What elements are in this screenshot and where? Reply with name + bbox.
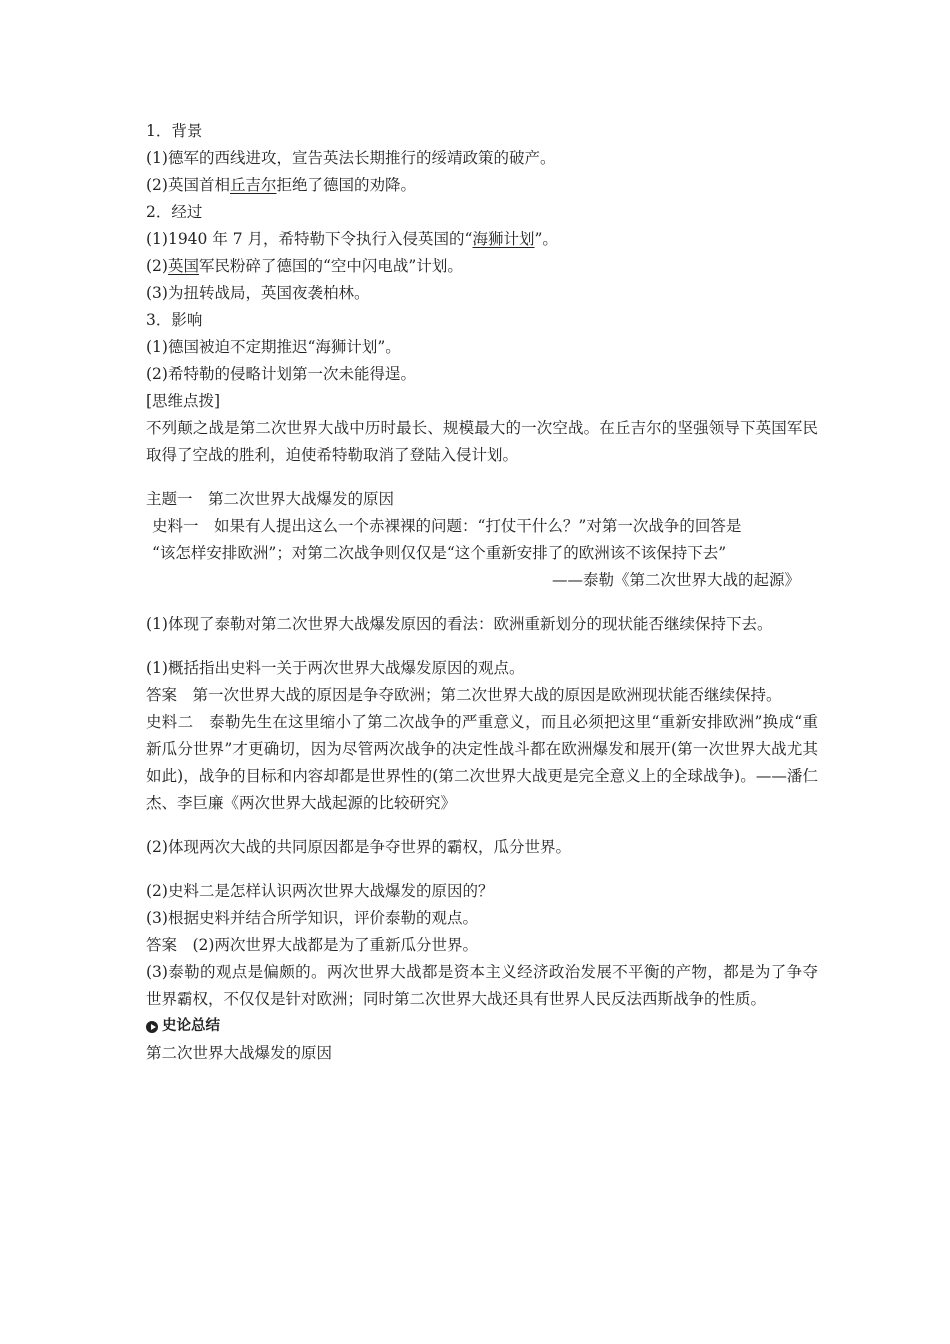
note-2: (2)体现两次大战的共同原因都是争夺世界的霸权，瓜分世界。: [146, 838, 571, 856]
heading-process: 2．经过: [146, 203, 203, 221]
underlined-sea-lion-plan: 海狮计划: [472, 230, 535, 248]
document-content: [146, 118, 818, 1067]
underlined-britain: 英国: [167, 257, 199, 275]
heading-impact: 3．影响: [146, 311, 203, 329]
note-1: (1)体现了泰勒对第二次世界大战爆发原因的看法：欧洲重新划分的现状能否继续保持下去。: [146, 615, 773, 633]
impact-item-1: (1)德国被迫不定期推迟“海狮计划”。: [146, 338, 401, 356]
process-item-1: (1)1940 年 7 月，希特勒下令执行入侵英国的“海狮计划”。: [146, 230, 558, 248]
question-1: (1)概括指出史料一关于两次世界大战爆发原因的观点。: [146, 659, 525, 677]
material-2: 史料二 泰勒先生在这里缩小了第二次战争的严重意义，而且必须把这里“重新安排欧洲”换成“重新瓜分世界”才更确切，因为尽管两次战争的决定性战斗都在欧洲爆发和展开(第一次世界大战尤其如此)，战争的目标和内容却都是世界性的(第二次世界大战更是完全意义上的全球战争)。——潘仁杰、李巨廉《两次世界大战起源的比较研究》: [146, 713, 818, 812]
thinking-tip-label: [思维点拨]: [146, 392, 221, 410]
question-3: (3)根据史料并结合所学知识，评价泰勒的观点。: [146, 909, 478, 927]
impact-item-2: (2)希特勒的侵略计划第一次未能得逞。: [146, 365, 416, 383]
material-1-source: ——泰勒《第二次世界大战的起源》: [551, 571, 800, 589]
thinking-tip-text: 不列颠之战是第二次世界大战中历时最长、规模最大的一次空战。在丘吉尔的坚强领导下英国军民取得了空战的胜利，迫使希特勒取消了登陆入侵计划。: [146, 419, 818, 464]
heading-background: 1．背景: [146, 122, 203, 140]
material-1-line-1: 史料一 如果有人提出这么一个赤裸裸的问题：“打仗干什么？”对第一次战争的回答是: [152, 517, 742, 535]
underlined-churchill: 丘吉尔: [229, 176, 277, 194]
play-circle-icon: [146, 1021, 158, 1033]
topic-title: 主题一 第二次世界大战爆发的原因: [146, 490, 395, 508]
process-item-3: (3)为扭转战局，英国夜袭柏林。: [146, 284, 370, 302]
summary-heading: 史论总结: [146, 1013, 818, 1040]
answer-2: 答案 (2)两次世界大战都是为了重新瓜分世界。: [146, 936, 478, 954]
question-2: (2)史料二是怎样认识两次世界大战爆发的原因的？: [146, 882, 494, 900]
background-item-1: (1)德军的西线进攻，宣告英法长期推行的绥靖政策的破产。: [146, 149, 556, 167]
background-item-2: (2)英国首相丘吉尔拒绝了德国的劝降。: [146, 176, 416, 194]
answer-1: 答案 第一次世界大战的原因是争夺欧洲；第二次世界大战的原因是欧洲现状能否继续保持。: [146, 686, 782, 704]
summary-text: 第二次世界大战爆发的原因: [146, 1044, 333, 1062]
material-1-line-2: “该怎样安排欧洲”；对第二次战争则仅仅是“这个重新安排了的欧洲该不该保持下去”: [152, 544, 727, 562]
answer-3: (3)泰勒的观点是偏颇的。两次世界大战都是资本主义经济政治发展不平衡的产物，都是为了争夺世界霸权，不仅仅是针对欧洲；同时第二次世界大战还具有世界人民反法西斯战争的性质。: [146, 963, 818, 1008]
process-item-2: (2)英国军民粉碎了德国的“空中闪电战”计划。: [146, 257, 463, 275]
